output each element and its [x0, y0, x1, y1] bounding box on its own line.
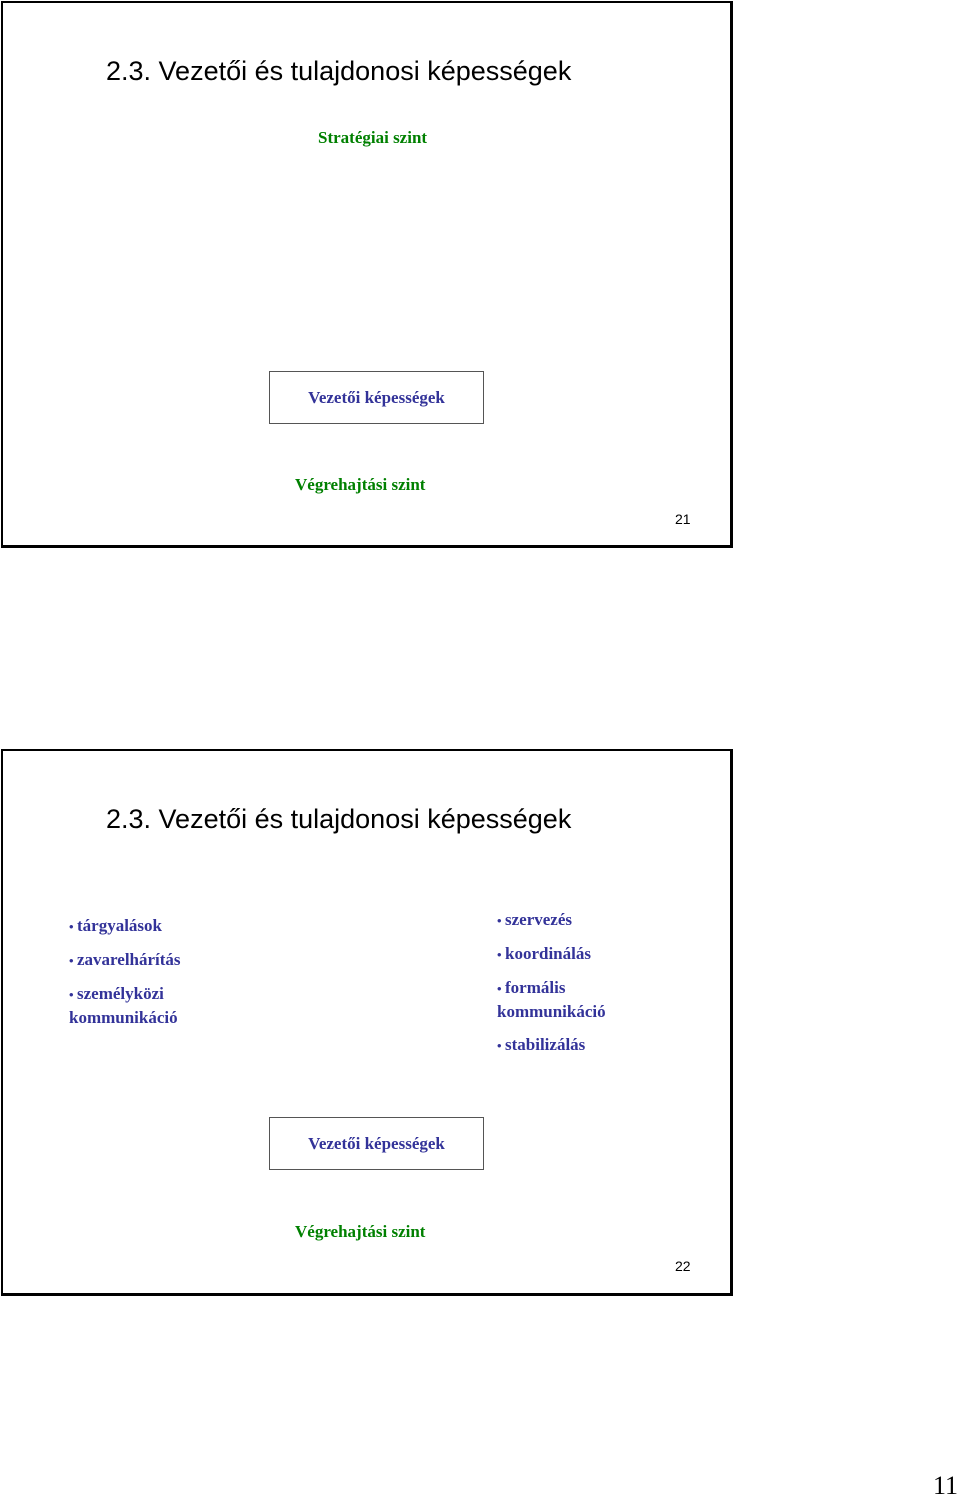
- leadership-skills-box: [269, 1117, 484, 1170]
- leadership-skills-box: [269, 371, 484, 424]
- slide-title: 2.3. Vezetői és tulajdonosi képességek: [106, 804, 572, 834]
- list-item: • tárgyalások: [69, 916, 162, 935]
- right-skill-list: [497, 908, 606, 1057]
- slide-22: [1, 749, 733, 1296]
- slide-page-number: 22: [675, 1258, 691, 1274]
- slide-21: [1, 1, 733, 548]
- leadership-skills-label: Vezetői képességek: [308, 387, 445, 407]
- list-item: • szervezés: [497, 910, 573, 929]
- list-item: • formális kommunikáció: [497, 978, 606, 1021]
- list-item: • koordinálás: [497, 944, 591, 963]
- document-page-number: 11: [933, 1471, 959, 1500]
- list-item: • személyközi kommunikáció: [69, 984, 178, 1027]
- execution-level-label: Végrehajtási szint: [295, 475, 426, 494]
- slide-title: 2.3. Vezetői és tulajdonosi képességek: [106, 56, 572, 86]
- strategic-level-label: Stratégiai szint: [318, 128, 428, 147]
- list-item: • stabilizálás: [497, 1035, 586, 1054]
- execution-level-label: Végrehajtási szint: [295, 1222, 426, 1241]
- slide-page-number: 21: [675, 511, 691, 527]
- list-item: • zavarelhárítás: [69, 950, 181, 969]
- left-skill-list: [69, 914, 181, 1029]
- leadership-skills-label: Vezetői képességek: [308, 1133, 445, 1153]
